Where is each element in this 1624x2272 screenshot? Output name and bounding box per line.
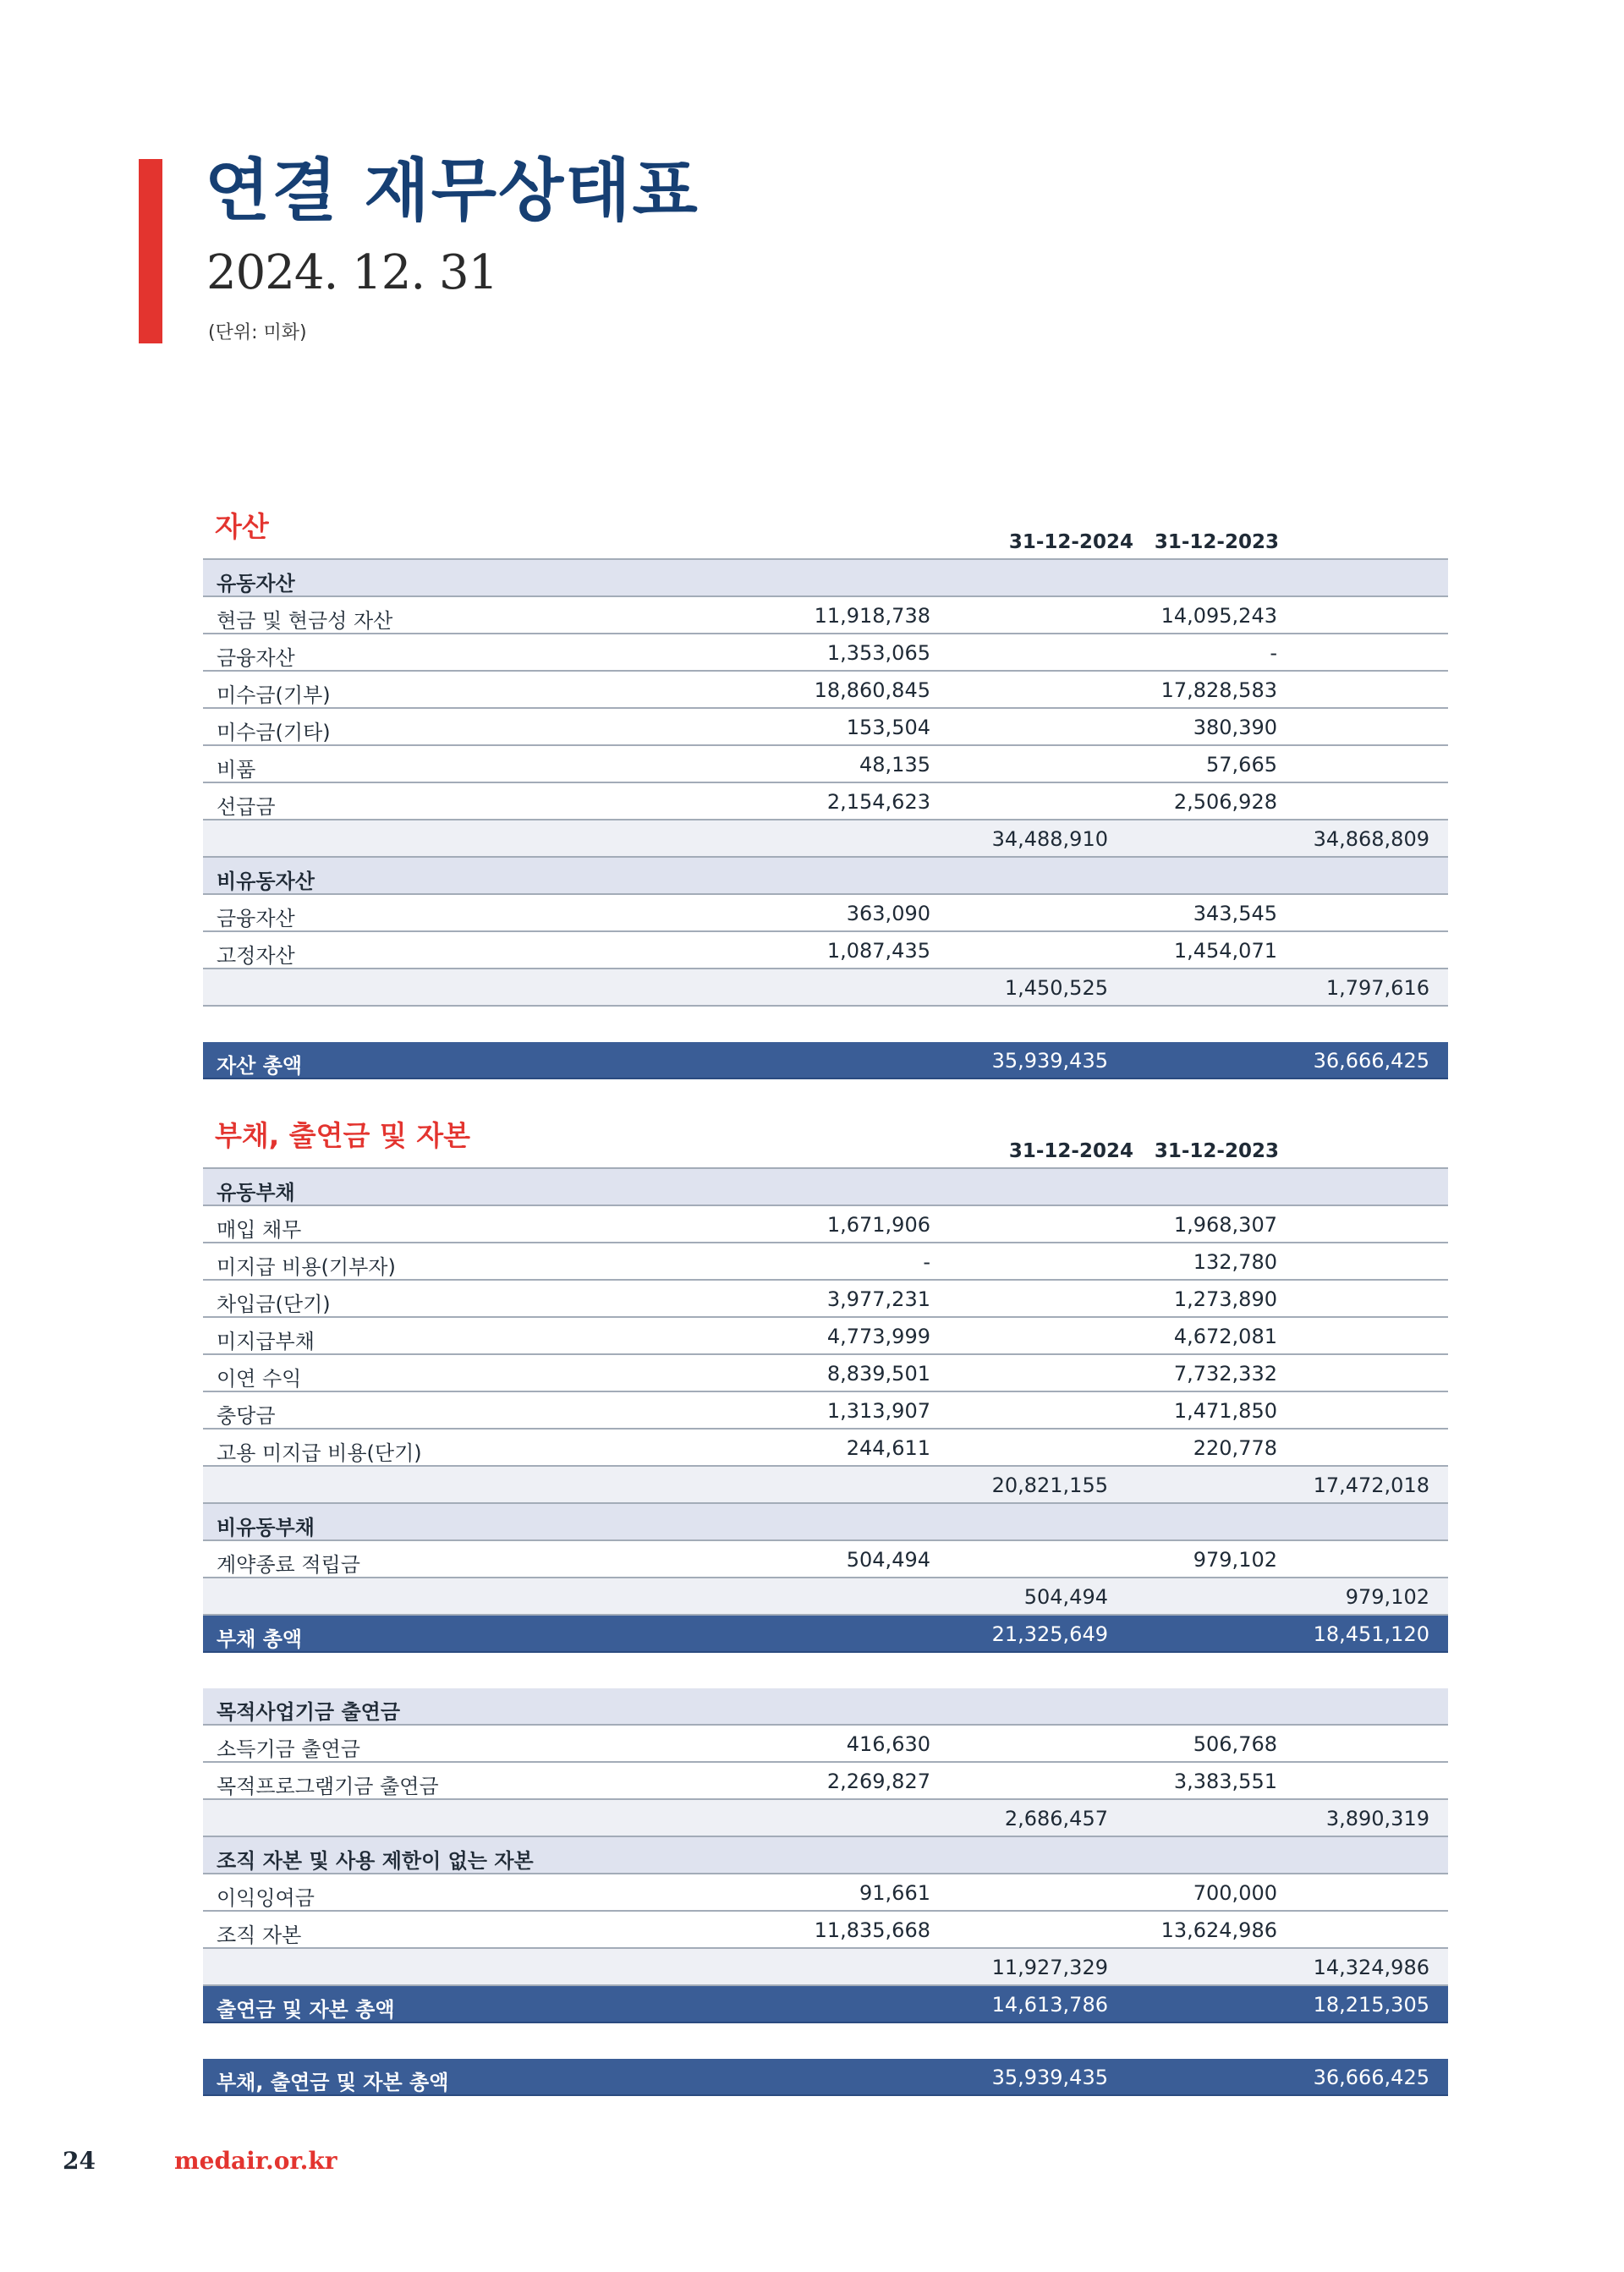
table-row <box>203 1392 1448 1430</box>
subtotal-2024: 34,488,910 <box>991 827 1108 851</box>
value-2024: 153,504 <box>846 716 930 739</box>
table-row <box>203 1281 1448 1318</box>
value-2023: 506,768 <box>1193 1732 1277 1756</box>
table-row <box>203 672 1448 709</box>
liabilities-section-title: 부채, 출연금 및 자본 <box>215 1119 471 1152</box>
row-label: 차입금(단기) <box>217 1292 331 1316</box>
row-label: 조직 자본 및 사용 제한이 없는 자본 <box>217 1849 534 1873</box>
value-2024: 3,977,231 <box>826 1287 930 1311</box>
subtotal-2023: 36,666,425 <box>1313 1049 1429 1073</box>
table-row <box>203 597 1448 634</box>
subtotal-row <box>203 820 1448 858</box>
subtotal-2023: 34,868,809 <box>1313 827 1429 851</box>
row-label: 고정자산 <box>217 944 295 968</box>
row-label: 계약종료 적립금 <box>217 1553 360 1577</box>
report-date: 2024. 12. 31 <box>206 245 498 300</box>
row-label: 미수금(기타) <box>217 721 331 744</box>
value-2023: 4,672,081 <box>1173 1325 1277 1348</box>
table-row <box>203 1206 1448 1243</box>
value-2024: 504,494 <box>846 1548 930 1572</box>
value-2024: 2,269,827 <box>826 1770 930 1793</box>
subtotal-2023: 18,215,305 <box>1313 1993 1429 2017</box>
row-label: 선급금 <box>217 795 276 819</box>
row-label: 유동자산 <box>217 572 295 595</box>
group-row <box>203 1837 1448 1874</box>
page-title: 연결 재무상태표 <box>205 151 700 230</box>
page-number: 24 <box>63 2147 96 2175</box>
assets-section-title: 자산 <box>215 510 269 543</box>
row-label: 비유동부채 <box>217 1516 315 1539</box>
subtotal-2024: 11,927,329 <box>991 1956 1108 1979</box>
row-label: 자산 총액 <box>217 1054 303 1078</box>
subtotal-2023: 14,324,986 <box>1313 1956 1429 1979</box>
liabilities-col-2024: 31-12-2024 <box>1008 1140 1133 1162</box>
value-2024: 1,671,906 <box>826 1213 930 1237</box>
table-row <box>203 1874 1448 1912</box>
value-2024: 91,661 <box>859 1881 930 1905</box>
row-label: 매입 채무 <box>217 1218 302 1242</box>
subtotal-2023: 36,666,425 <box>1313 2066 1429 2089</box>
value-2023: 979,102 <box>1193 1548 1277 1572</box>
subtotal-2023: 3,890,319 <box>1325 1807 1429 1830</box>
table-row <box>203 1726 1448 1763</box>
table-row <box>203 1318 1448 1355</box>
value-2023: 220,778 <box>1193 1436 1277 1460</box>
value-2023: 14,095,243 <box>1160 604 1277 628</box>
value-2024: 1,313,907 <box>826 1399 930 1423</box>
value-2024: 11,835,668 <box>814 1918 930 1942</box>
liabilities-table <box>203 1167 1448 2096</box>
table-row <box>203 1243 1448 1281</box>
value-2024: 4,773,999 <box>826 1325 930 1348</box>
value-2023: 3,383,551 <box>1173 1770 1277 1793</box>
subtotal-row <box>203 969 1448 1007</box>
assets-col-2024: 31-12-2024 <box>1008 531 1133 553</box>
table-row <box>203 1430 1448 1467</box>
accent-bar <box>139 159 162 343</box>
subtotal-2023: 17,472,018 <box>1313 1474 1429 1497</box>
row-label: 부채 총액 <box>217 1627 303 1651</box>
subtotal-2024: 21,325,649 <box>991 1622 1108 1646</box>
table-row <box>203 1355 1448 1392</box>
row-label: 현금 및 현금성 자산 <box>217 609 393 633</box>
row-label: 소득기금 출연금 <box>217 1737 360 1761</box>
subtotal-2024: 35,939,435 <box>991 2066 1108 2089</box>
value-2024: 8,839,501 <box>826 1362 930 1386</box>
table-row <box>203 709 1448 746</box>
assets-col-2023: 31-12-2023 <box>1154 531 1279 553</box>
group-row <box>203 858 1448 895</box>
value-2023: 132,780 <box>1193 1250 1277 1274</box>
subtotal-2024: 504,494 <box>1023 1585 1108 1609</box>
value-2024: 48,135 <box>859 753 930 777</box>
value-2024: 1,087,435 <box>826 939 930 963</box>
subtotal-row <box>203 1949 1448 1986</box>
assets-section-header <box>203 508 1448 558</box>
spacer-row <box>203 1007 1448 1042</box>
row-label: 금융자산 <box>217 646 295 670</box>
subtotal-2024: 2,686,457 <box>1004 1807 1108 1830</box>
row-label: 유동부채 <box>217 1181 295 1205</box>
subtotal-row <box>203 1800 1448 1837</box>
subtotal-row <box>203 1578 1448 1616</box>
site-link[interactable]: medair.or.kr <box>174 2147 337 2175</box>
value-2023: 2,506,928 <box>1173 790 1277 814</box>
value-2024: 18,860,845 <box>814 678 930 702</box>
total-row <box>203 2059 1448 2096</box>
table-row <box>203 1912 1448 1949</box>
subtotal-2023: 979,102 <box>1345 1585 1429 1609</box>
value-2024: 363,090 <box>846 902 930 925</box>
subtotal-2023: 18,451,120 <box>1313 1622 1429 1646</box>
row-label: 출연금 및 자본 총액 <box>217 1998 395 2022</box>
row-label: 금융자산 <box>217 907 295 930</box>
row-label: 비유동자산 <box>217 870 315 893</box>
row-label: 목적사업기금 출연금 <box>217 1700 401 1724</box>
table-row <box>203 1763 1448 1800</box>
value-2023: 1,471,850 <box>1173 1399 1277 1423</box>
table-row <box>203 634 1448 672</box>
total-row <box>203 1042 1448 1079</box>
total-row <box>203 1986 1448 2023</box>
row-label: 부채, 출연금 및 자본 총액 <box>217 2071 449 2094</box>
table-row <box>203 746 1448 783</box>
row-label: 이연 수익 <box>217 1367 302 1391</box>
assets-table <box>203 558 1448 1079</box>
value-2023: 13,624,986 <box>1160 1918 1277 1942</box>
value-2023: 57,665 <box>1206 753 1277 777</box>
table-row <box>203 932 1448 969</box>
value-2023: 1,454,071 <box>1173 939 1277 963</box>
group-row <box>203 1504 1448 1541</box>
value-2023: 7,732,332 <box>1173 1362 1277 1386</box>
value-2024: 1,353,065 <box>826 641 930 665</box>
value-2024: 416,630 <box>846 1732 930 1756</box>
subtotal-2024: 20,821,155 <box>991 1474 1108 1497</box>
row-label: 충당금 <box>217 1404 276 1428</box>
row-label: 목적프로그램기금 출연금 <box>217 1775 439 1798</box>
group-row <box>203 1688 1448 1726</box>
row-label: 미지급부채 <box>217 1330 315 1353</box>
value-2023: - <box>1270 641 1277 665</box>
subtotal-2024: 35,939,435 <box>991 1049 1108 1073</box>
subtotal-2024: 14,613,786 <box>991 1993 1108 2017</box>
spacer-row <box>203 2023 1448 2059</box>
subtotal-row <box>203 1467 1448 1504</box>
subtotal-2023: 1,797,616 <box>1325 976 1429 1000</box>
value-2024: - <box>923 1250 930 1274</box>
row-label: 이익잉여금 <box>217 1886 315 1910</box>
value-2024: 2,154,623 <box>826 790 930 814</box>
row-label: 조직 자본 <box>217 1924 302 1947</box>
value-2024: 11,918,738 <box>814 604 930 628</box>
value-2024: 244,611 <box>846 1436 930 1460</box>
subtotal-2024: 1,450,525 <box>1004 976 1108 1000</box>
value-2023: 380,390 <box>1193 716 1277 739</box>
row-label: 미지급 비용(기부자) <box>217 1255 396 1279</box>
group-row <box>203 560 1448 597</box>
table-row <box>203 895 1448 932</box>
group-row <box>203 1169 1448 1206</box>
row-label: 비품 <box>217 758 256 782</box>
table-row <box>203 1541 1448 1578</box>
liabilities-section-header <box>203 1117 1448 1167</box>
value-2023: 700,000 <box>1193 1881 1277 1905</box>
table-row <box>203 783 1448 820</box>
currency-unit: (단위: 미화) <box>208 322 307 343</box>
total-row <box>203 1616 1448 1653</box>
row-label: 미수금(기부) <box>217 683 331 707</box>
spacer-row <box>203 1653 1448 1688</box>
row-label: 고용 미지급 비용(단기) <box>217 1441 422 1465</box>
value-2023: 1,968,307 <box>1173 1213 1277 1237</box>
value-2023: 1,273,890 <box>1173 1287 1277 1311</box>
value-2023: 17,828,583 <box>1160 678 1277 702</box>
value-2023: 343,545 <box>1193 902 1277 925</box>
liabilities-col-2023: 31-12-2023 <box>1154 1140 1279 1162</box>
